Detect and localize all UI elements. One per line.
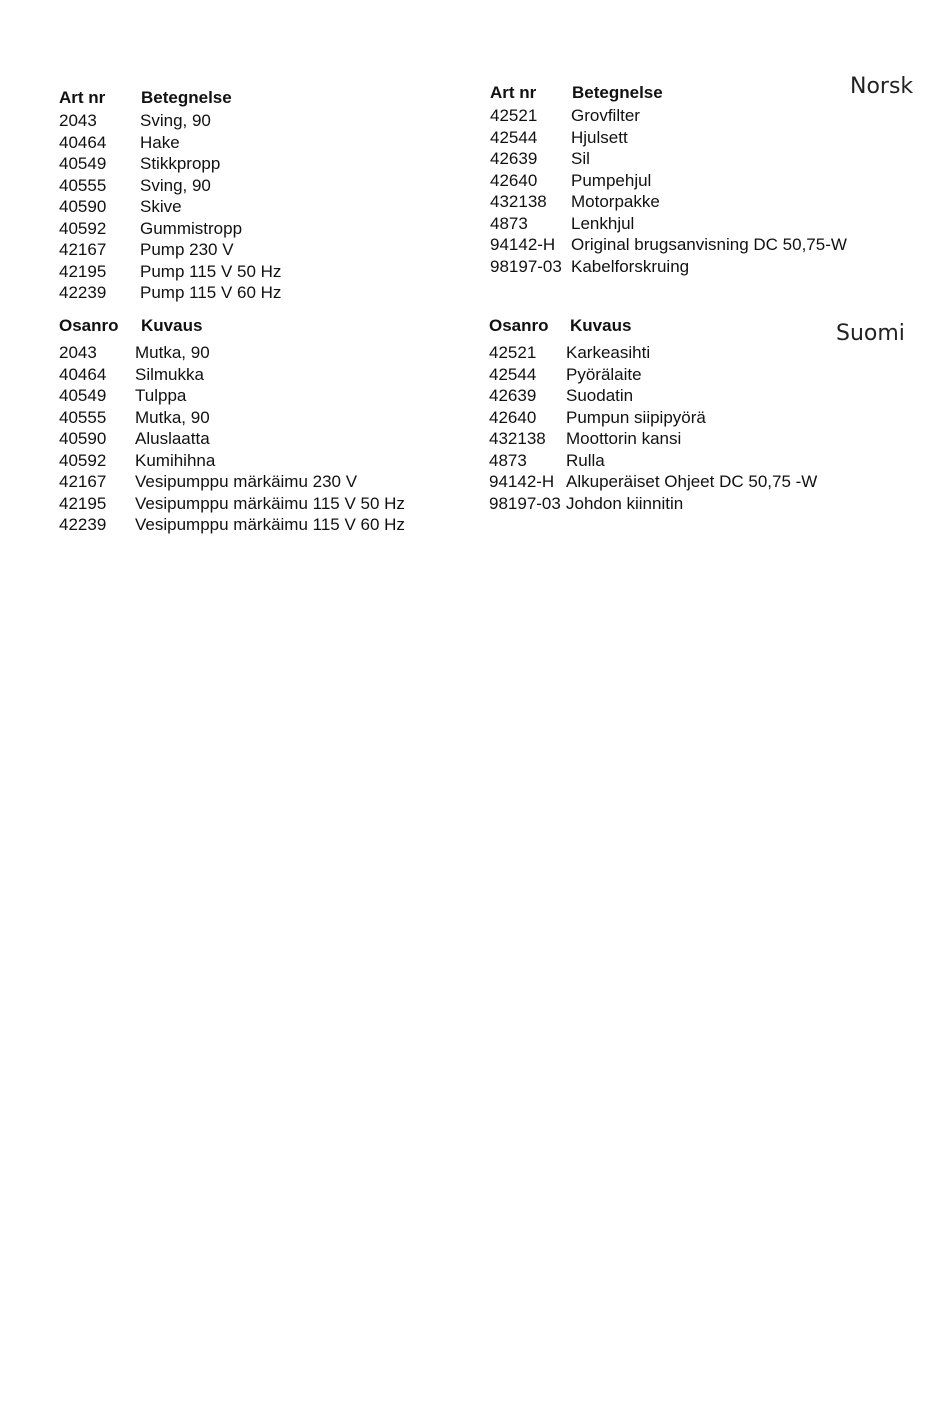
col-artnr-header: Art nr (59, 88, 106, 107)
table-row (489, 450, 817, 472)
part-number: 42639 (490, 149, 538, 168)
parts-table-norsk-left (59, 86, 281, 304)
part-number: 40549 (59, 154, 107, 173)
part-description: Hjulsett (571, 127, 628, 147)
part-number: 98197-03 (489, 493, 561, 513)
part-description: Pump 230 V (140, 240, 234, 259)
col-description-header: Betegnelse (141, 88, 232, 107)
part-description: Sving, 90 (140, 175, 211, 195)
part-number: 432138 (490, 192, 547, 211)
part-number: 42640 (490, 170, 538, 190)
table-row (59, 132, 281, 154)
part-description: Karkeasihti (566, 343, 651, 362)
table-row (489, 342, 817, 364)
table-body (489, 342, 817, 514)
part-description: Suodatin (566, 386, 634, 405)
part-number: 98197-03 (490, 256, 562, 276)
table-row (489, 493, 817, 515)
part-description: Vesipumppu märkäimu 115 V 60 Hz (135, 515, 405, 534)
table-row (490, 234, 847, 256)
part-number: 94142-H (489, 472, 555, 491)
table-row (59, 471, 405, 493)
part-number: 40464 (59, 132, 107, 152)
table-row (59, 342, 405, 364)
part-description: Johdon kiinnitin (566, 493, 684, 513)
table-row (490, 127, 847, 149)
table-row (490, 256, 847, 278)
table-header (59, 314, 405, 338)
part-description: Rulla (566, 450, 605, 470)
part-number: 94142-H (490, 235, 556, 254)
table-row (59, 175, 281, 197)
table-row (59, 428, 405, 450)
part-description: Pyörälaite (566, 364, 642, 384)
part-description: Alkuperäiset Ohjeet DC 50,75 -W (566, 472, 818, 491)
part-description: Original brugsanvisning DC 50,75-W (571, 235, 847, 254)
part-description: Kumihihna (135, 450, 216, 470)
part-number: 42167 (59, 472, 107, 491)
table-row (59, 110, 281, 132)
part-description: Aluslaatta (135, 429, 210, 448)
part-description: Lenkhjul (571, 213, 635, 233)
part-description: Tulppa (135, 386, 187, 405)
table-row (59, 407, 405, 429)
part-description: Vesipumppu märkäimu 115 V 50 Hz (135, 493, 405, 513)
part-number: 40590 (59, 197, 107, 216)
language-label-suomi: Suomi (836, 321, 905, 346)
table-row (490, 191, 847, 213)
part-number: 42544 (490, 127, 538, 147)
part-number: 4873 (490, 213, 528, 233)
table-row (489, 428, 817, 450)
table-row (59, 450, 405, 472)
table-row (59, 282, 281, 304)
part-description: Mutka, 90 (135, 343, 210, 362)
table-row (59, 514, 405, 536)
part-description: Stikkpropp (140, 154, 221, 173)
part-number: 42521 (489, 343, 537, 362)
col-osanro-header: Osanro (59, 316, 119, 335)
table-row (489, 407, 817, 429)
part-description: Mutka, 90 (135, 407, 210, 427)
part-number: 432138 (489, 429, 546, 448)
part-description: Pumpehjul (571, 170, 652, 190)
part-number: 40549 (59, 386, 107, 405)
part-number: 40590 (59, 429, 107, 448)
part-number: 42195 (59, 261, 107, 281)
part-number: 40555 (59, 175, 107, 195)
table-body (59, 110, 281, 304)
table-row (489, 471, 817, 493)
table-row (59, 218, 281, 240)
table-body (490, 105, 847, 277)
col-description-header: Kuvaus (570, 316, 632, 335)
table-row (490, 213, 847, 235)
part-description: Skive (140, 197, 182, 216)
part-number: 42544 (489, 364, 537, 384)
table-row (59, 196, 281, 218)
table-row (490, 148, 847, 170)
table-row (489, 385, 817, 407)
table-row (59, 239, 281, 261)
part-description: Pump 115 V 60 Hz (140, 283, 282, 302)
col-artnr-header: Art nr (490, 83, 537, 102)
table-header (490, 81, 847, 105)
part-description: Sil (571, 149, 590, 168)
part-number: 42640 (489, 407, 537, 427)
col-description-header: Kuvaus (141, 316, 203, 335)
part-number: 4873 (489, 450, 527, 470)
part-description: Kabelforskruing (571, 256, 690, 276)
part-number: 42521 (490, 106, 538, 125)
part-description: Hake (140, 132, 180, 152)
part-description: Pumpun siipipyörä (566, 407, 706, 427)
part-number: 42639 (489, 386, 537, 405)
part-number: 40592 (59, 218, 107, 238)
part-number: 40555 (59, 407, 107, 427)
table-row (490, 170, 847, 192)
part-number: 40464 (59, 364, 107, 384)
col-osanro-header: Osanro (489, 316, 549, 335)
part-number: 42239 (59, 283, 107, 302)
table-row (59, 261, 281, 283)
table-row (59, 364, 405, 386)
table-row (489, 364, 817, 386)
part-number: 2043 (59, 343, 97, 362)
table-row (490, 105, 847, 127)
parts-table-suomi-right (489, 314, 817, 514)
table-row (59, 493, 405, 515)
part-description: Gummistropp (140, 218, 243, 238)
part-number: 40592 (59, 450, 107, 470)
part-description: Pump 115 V 50 Hz (140, 261, 282, 281)
part-description: Moottorin kansi (566, 429, 682, 448)
table-row (59, 153, 281, 175)
part-number: 42167 (59, 240, 107, 259)
part-number: 2043 (59, 111, 97, 130)
part-description: Motorpakke (571, 192, 660, 211)
part-description: Grovfilter (571, 106, 640, 125)
col-description-header: Betegnelse (572, 83, 663, 102)
table-body (59, 342, 405, 536)
part-description: Sving, 90 (140, 111, 211, 130)
parts-table-norsk-right (490, 81, 847, 277)
part-description: Silmukka (135, 364, 204, 384)
table-header (489, 314, 817, 338)
parts-table-suomi-left (59, 314, 405, 536)
part-number: 42239 (59, 515, 107, 534)
language-label-norsk: Norsk (850, 74, 914, 99)
part-description: Vesipumppu märkäimu 230 V (135, 472, 358, 491)
part-number: 42195 (59, 493, 107, 513)
table-header (59, 86, 281, 110)
table-row (59, 385, 405, 407)
